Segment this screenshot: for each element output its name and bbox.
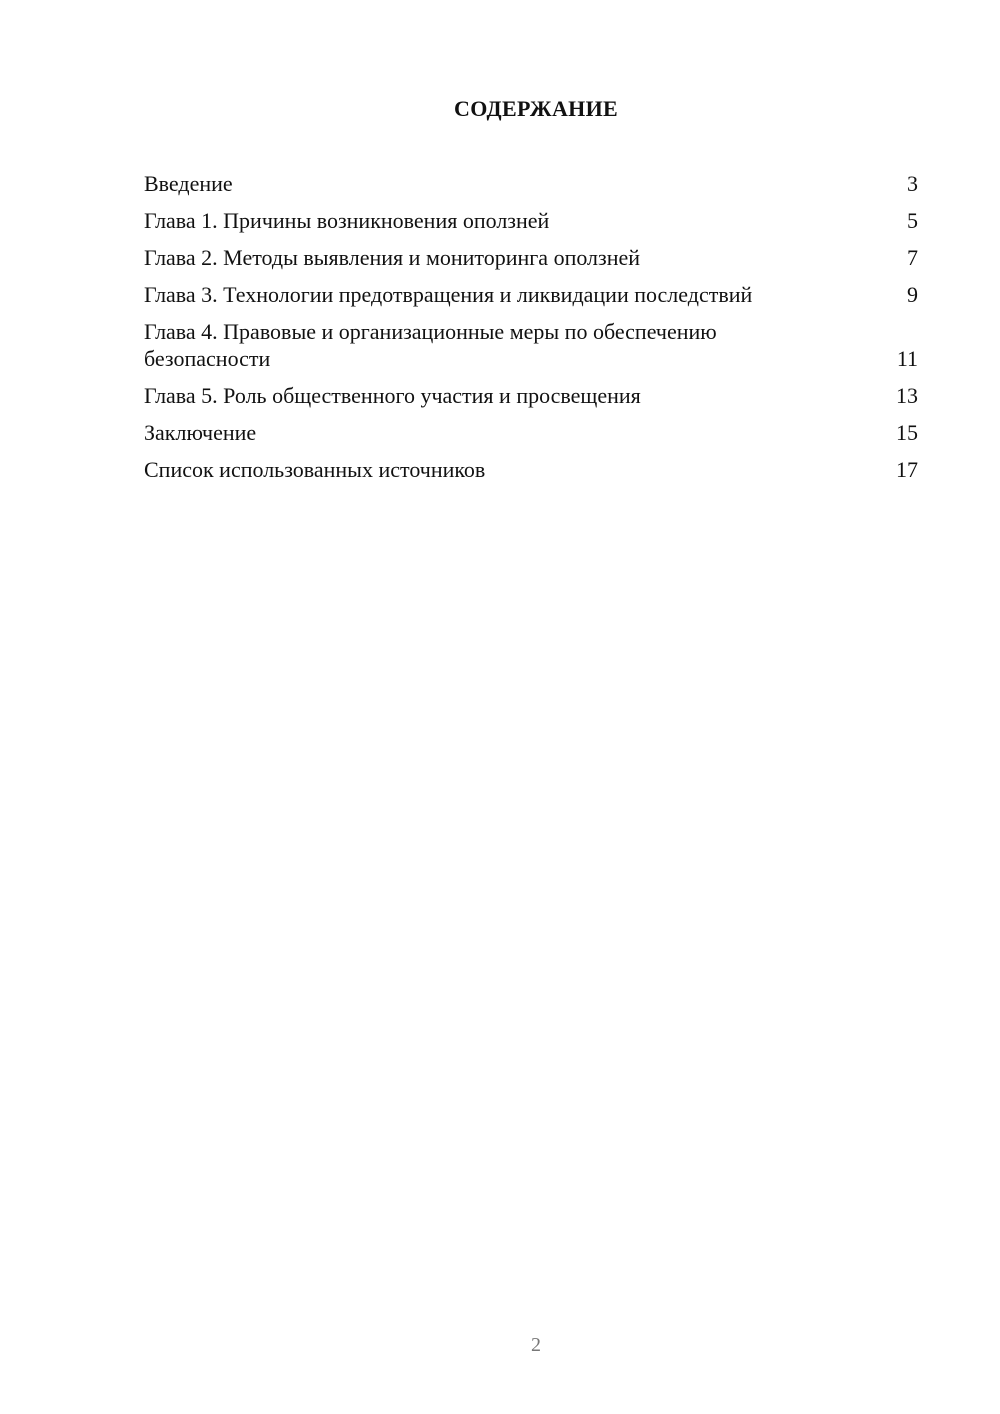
toc-entry-introduction[interactable] (144, 170, 918, 197)
toc-entry-label: Заключение (144, 420, 257, 445)
toc-entry-chapter-1[interactable] (144, 207, 918, 234)
toc-entry-page-number: 7 (907, 245, 918, 270)
toc-entry-page-number: 9 (907, 282, 918, 307)
toc-entry-page-number: 11 (896, 346, 918, 371)
toc-entry-chapter-2[interactable] (144, 244, 918, 271)
toc-entry-label: Глава 4. Правовые и организационные меры по обеспечению безопасности (144, 319, 717, 371)
toc-entry-page-number: 3 (907, 171, 918, 196)
toc-entry-references[interactable] (144, 456, 918, 483)
toc-title: СОДЕРЖАНИЕ (454, 96, 618, 121)
toc-entry-label: Глава 5. Роль общественного участия и просвещения (144, 383, 641, 408)
toc-entry-label: Введение (144, 171, 233, 196)
toc-entry-label: Глава 3. Технологии предотвращения и ликвидации последствий (144, 282, 753, 307)
toc-entry-chapter-4[interactable] (144, 318, 918, 372)
toc-list (144, 170, 918, 483)
toc-entry-label: Глава 2. Методы выявления и мониторинга оползней (144, 245, 641, 270)
toc-entry-label: Глава 1. Причины возникновения оползней (144, 208, 550, 233)
page-number: 2 (531, 1334, 541, 1356)
toc-entry-page-number: 17 (896, 457, 918, 482)
toc-entry-conclusion[interactable] (144, 419, 918, 446)
toc-entry-chapter-5[interactable] (144, 382, 918, 409)
toc-entry-page-number: 13 (896, 383, 918, 408)
toc-entry-label: Список использованных источников (144, 457, 486, 482)
toc-entry-page-number: 15 (896, 420, 918, 445)
toc-entry-chapter-3[interactable] (144, 281, 918, 308)
toc-entry-page-number: 5 (907, 208, 918, 233)
